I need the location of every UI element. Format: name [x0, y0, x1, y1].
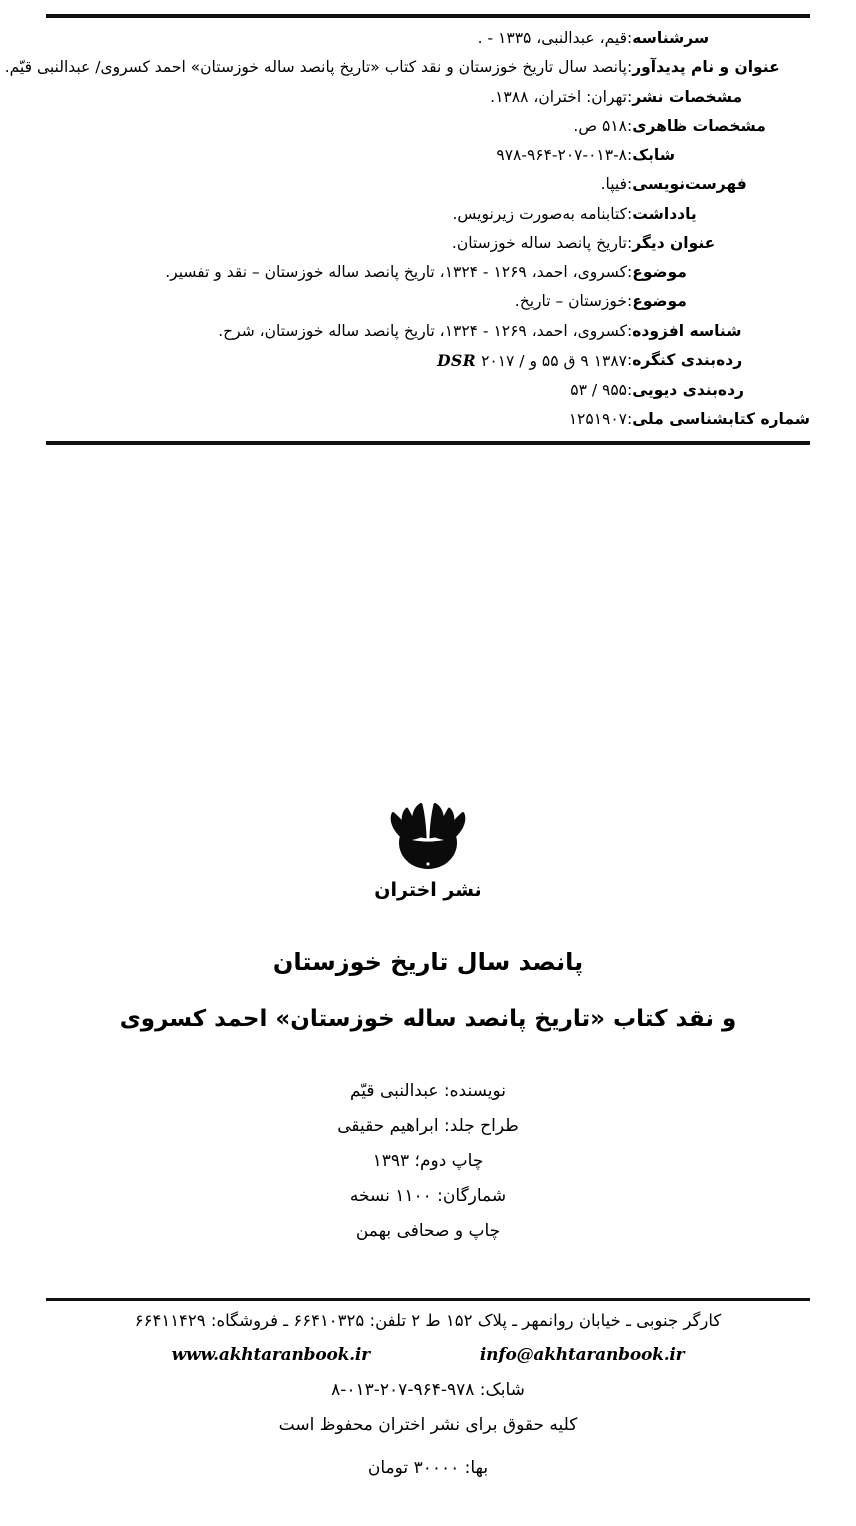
page-title: پانصد سال تاریخ خوزستان — [272, 948, 584, 976]
page-subtitle: و نقد کتاب «تاریخ پانصد ساله خوزستان» احمد کسروی — [119, 1006, 737, 1032]
table-row — [5, 24, 810, 53]
table-row — [5, 141, 810, 170]
isbn-line: شابک: ۹۷۸-۹۶۴-۲۰۷-۰۱۳-۸ — [331, 1379, 525, 1400]
cip-separator: : — [627, 29, 633, 47]
table-row — [5, 287, 810, 316]
cip-value: قیم، عبدالنبی، ۱۳۳۵ - . — [477, 29, 627, 47]
cip-value: کسروی، احمد، ۱۲۶۹ - ۱۳۲۴، تاریخ پانصد ساله خوزستان، شرح. — [218, 321, 627, 340]
cip-value-lcc — [5, 346, 627, 376]
cip-value: تاریخ پانصد ساله خوزستان. — [451, 233, 627, 252]
cip-separator: : — [627, 410, 633, 429]
cip-label: مشخصات ظاهری — [632, 116, 766, 135]
cip-separator: : — [627, 87, 633, 106]
cip-catalog-block — [4, 14, 810, 445]
cip-bottom-rule — [46, 441, 810, 445]
cip-value: فیپا. — [600, 175, 627, 194]
cip-label: موضوع — [632, 292, 687, 311]
cip-label: شابک — [632, 146, 675, 164]
table-row — [5, 229, 810, 258]
cip-value: کسروی، احمد، ۱۲۶۹ - ۱۳۲۴، تاریخ پانصد ساله خوزستان – نقد و تفسیر. — [165, 263, 627, 281]
publisher-address: کارگر جنوبی ـ خیابان روانمهر ـ پلاک ۱۵۲ ط ۲ تلفن: ۶۶۴۱۰۳۲۵ ـ فروشگاه: ۶۶۴۱۱۴۲۹ — [134, 1311, 722, 1330]
footer-rule — [46, 1298, 810, 1301]
cip-separator: : — [627, 116, 633, 135]
cip-label: شناسه افزوده — [632, 321, 742, 340]
cip-value: ۹۵۵ / ۵۳ — [570, 381, 627, 399]
copyright-line: کلیه حقوق برای نشر اختران محفوظ است — [278, 1415, 578, 1436]
table-row — [5, 53, 810, 82]
cip-separator: : — [627, 204, 633, 223]
edition-line: چاپ دوم؛ ۱۳۹۳ — [372, 1151, 484, 1171]
cip-table — [5, 24, 810, 435]
price-line: بها: ۳۰۰۰۰ تومان — [367, 1457, 489, 1478]
cip-label: رده‌بندی دیویی — [632, 381, 744, 399]
table-row — [5, 112, 810, 141]
cip-separator: : — [627, 233, 633, 252]
cip-label: عنوان و نام پدیدآور — [632, 58, 780, 77]
footer-block — [46, 1298, 810, 1478]
cip-value: ۱۲۵۱۹۰۷ — [568, 410, 627, 429]
author-line: نویسنده: عبدالنبی قیّم — [349, 1081, 506, 1101]
table-row — [5, 258, 810, 287]
cip-label: شماره کتابشناسی ملی — [632, 410, 810, 429]
cip-label: موضوع — [632, 263, 687, 281]
contact-row — [46, 1345, 810, 1365]
cip-separator: : — [627, 292, 633, 311]
printing-house-line: چاپ و صحافی بهمن — [355, 1221, 501, 1241]
lcc-call-number: ۱۳۸۷ ۹ ق ۵۵ و / ۲۰۱۷ — [481, 351, 627, 370]
shell-fan-logo-icon — [385, 795, 471, 871]
cip-value-isbn: ۹۷۸-۹۶۴-۲۰۷-۰۱۳-۸ — [496, 146, 627, 164]
publisher-name: نشر اختران — [374, 879, 482, 901]
cip-value: تهران: اختران، ۱۳۸۸. — [490, 87, 627, 106]
table-row — [5, 170, 810, 199]
table-row — [5, 200, 810, 229]
cip-label: یادداشت — [632, 204, 697, 223]
cip-separator: : — [627, 263, 633, 281]
cip-label: عنوان دیگر — [632, 233, 716, 252]
table-row — [5, 376, 810, 405]
lcc-latin-prefix: DSR — [437, 350, 477, 370]
cip-label: فهرست‌نویسی — [632, 175, 747, 194]
cip-separator: : — [627, 350, 633, 369]
cip-separator: : — [627, 58, 633, 77]
email-link[interactable]: info@akhtaranbook.ir — [479, 1344, 685, 1365]
print-run-line: شمارگان: ۱۱۰۰ نسخه — [349, 1186, 507, 1206]
cip-value: ۵۱۸ ص. — [573, 116, 627, 135]
cip-separator: : — [627, 146, 633, 164]
cip-value: خوزستان – تاریخ. — [514, 292, 627, 311]
table-row — [5, 83, 810, 112]
cip-top-rule — [46, 14, 810, 18]
colophon-block — [0, 1083, 856, 1258]
cip-label: رده‌بندی کنگره — [632, 350, 743, 369]
table-row — [5, 317, 810, 346]
publisher-logo-block — [0, 795, 856, 901]
website-link[interactable]: www.akhtaranbook.ir — [171, 1344, 370, 1365]
cip-value: پانصد سال تاریخ خوزستان و نقد کتاب «تاریخ پانصد ساله خوزستان» احمد کسروی/ عبدالنبی قیّم. — [4, 58, 627, 77]
cip-separator: : — [627, 175, 633, 194]
cip-label: سرشناسه — [632, 29, 710, 47]
book-title-block — [0, 948, 856, 1032]
cip-value: کتابنامه به‌صورت زیرنویس. — [452, 204, 627, 223]
cip-separator: : — [627, 381, 633, 399]
table-row — [5, 346, 810, 376]
table-row — [5, 405, 810, 434]
cip-label: مشخصات نشر — [632, 87, 743, 106]
cip-separator: : — [627, 321, 633, 340]
cover-designer-line: طراح جلد: ابراهیم حقیقی — [337, 1116, 519, 1136]
